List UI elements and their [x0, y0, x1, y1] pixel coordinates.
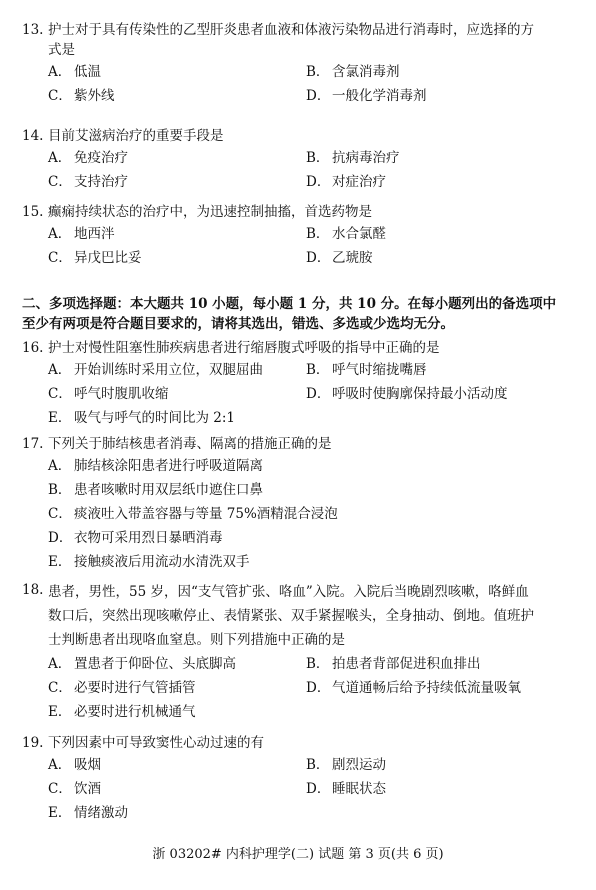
option-d: D． 呼吸时使胸廓保持最小活动度	[306, 386, 508, 403]
question-number: 14.	[22, 128, 44, 144]
question-17	[22, 434, 566, 574]
stem-text: 目前艾滋病治疗的重要手段是	[48, 128, 224, 144]
question-stem	[22, 580, 566, 652]
option-a: A． 置患者于仰卧位、头底脚高	[48, 655, 236, 672]
stem-line: 数口后，突然出现咳嗽停止、表情紧张、双手紧握喉头，全身抽动、倒地。值班护	[48, 608, 534, 624]
question-stem	[22, 338, 566, 358]
option-b: B． 含氯消毒剂	[306, 64, 400, 81]
question-number: 15.	[22, 204, 44, 220]
page-footer: 浙 03202# 内科护理学(二) 试题 第 3 页(共 6 页)	[152, 847, 444, 862]
option-d: D． 衣物可采用烈日暴晒消毒	[48, 530, 223, 547]
option-e: E． 情绪激动	[48, 805, 128, 822]
question-number: 16.	[22, 340, 44, 356]
question-stem	[22, 434, 566, 454]
options	[48, 454, 566, 574]
section-line: 二、多项选择题：本大题共 10 小题，每小题 1 分，共 10 分。在每小题列出的备选项中	[22, 296, 557, 312]
option-c: C． 痰液吐入带盖容器与等量 75%酒精混合浸泡	[48, 506, 338, 523]
option-c: C． 呼气时腹肌收缩	[48, 386, 169, 403]
option-d: D． 乙琥胺	[306, 250, 373, 267]
question-number: 17.	[22, 436, 44, 452]
options	[48, 652, 566, 724]
option-b: B． 呼气时缩拢嘴唇	[306, 362, 427, 379]
question-stem	[22, 202, 566, 222]
option-d: D． 对症治疗	[306, 174, 386, 191]
stem-text: 下列因素中可导致窦性心动过速的有	[48, 735, 264, 751]
option-d: D． 一般化学消毒剂	[306, 88, 427, 105]
option-a: A． 肺结核涂阳患者进行呼吸道隔离	[48, 458, 263, 475]
option-c: C． 紫外线	[48, 88, 115, 105]
stem-line: 士判断患者出现咯血窒息。则下列措施中正确的是	[48, 632, 345, 648]
question-stem	[22, 733, 566, 753]
option-b: B． 患者咳嗽时用双层纸巾遮住口鼻	[48, 482, 263, 499]
option-a: A． 免疫治疗	[48, 150, 128, 167]
question-15	[22, 202, 566, 270]
section-heading	[22, 294, 566, 335]
question-number: 19.	[22, 735, 44, 751]
options	[48, 61, 566, 109]
question-19	[22, 733, 566, 825]
option-b: B． 剧烈运动	[306, 757, 386, 774]
option-c: C． 支持治疗	[48, 174, 128, 191]
stem-line: 患者，男性，55 岁，因“支气管扩张、咯血”入院。入院后当晚剧烈咳嗽，咯鲜血	[48, 584, 529, 600]
question-14	[22, 126, 566, 194]
option-e: E． 吸气与呼气的时间比为 2:1	[48, 410, 236, 427]
option-a: A． 开始训练时采用立位，双腿屈曲	[48, 362, 263, 379]
option-a: A． 地西泮	[48, 226, 115, 243]
options	[48, 146, 566, 194]
option-b: B． 水合氯醛	[306, 226, 386, 243]
section-line: 至少有两项是符合题目要求的，请将其选出，错选、多选或少选均无分。	[22, 316, 454, 333]
option-c: C． 饮酒	[48, 781, 101, 798]
stem-text: 下列关于肺结核患者消毒、隔离的措施正确的是	[48, 436, 332, 452]
question-number: 18.	[22, 582, 44, 598]
question-18	[22, 580, 566, 724]
option-e: E． 接触痰液后用流动水清洗双手	[48, 554, 250, 571]
options	[48, 222, 566, 270]
options	[48, 358, 566, 430]
option-c: C． 必要时进行气管插管	[48, 679, 196, 696]
option-a: A． 低温	[48, 64, 101, 81]
options	[48, 753, 566, 825]
option-d: D． 气道通畅后给予持续低流量吸氧	[306, 679, 521, 696]
question-16	[22, 338, 566, 430]
option-a: A． 吸烟	[48, 757, 101, 774]
stem-text: 护士对慢性阻塞性肺疾病患者进行缩唇腹式呼吸的指导中正确的是	[48, 340, 440, 356]
option-b: B． 拍患者背部促进积血排出	[306, 655, 481, 672]
option-b: B． 抗病毒治疗	[306, 150, 400, 167]
option-c: C． 异戊巴比妥	[48, 250, 142, 267]
question-13	[22, 20, 566, 109]
question-number: 13.	[22, 22, 44, 38]
stem-line: 式是	[48, 42, 75, 59]
stem-text: 癫痫持续状态的治疗中，为迅速控制抽搐，首选药物是	[48, 204, 372, 220]
question-stem	[22, 20, 566, 61]
stem-line: 护士对于具有传染性的乙型肝炎患者血液和体液污染物品进行消毒时，应选择的方	[48, 22, 534, 38]
question-stem	[22, 126, 566, 146]
option-e: E． 必要时进行机械通气	[48, 703, 196, 720]
option-d: D． 睡眠状态	[306, 781, 386, 798]
